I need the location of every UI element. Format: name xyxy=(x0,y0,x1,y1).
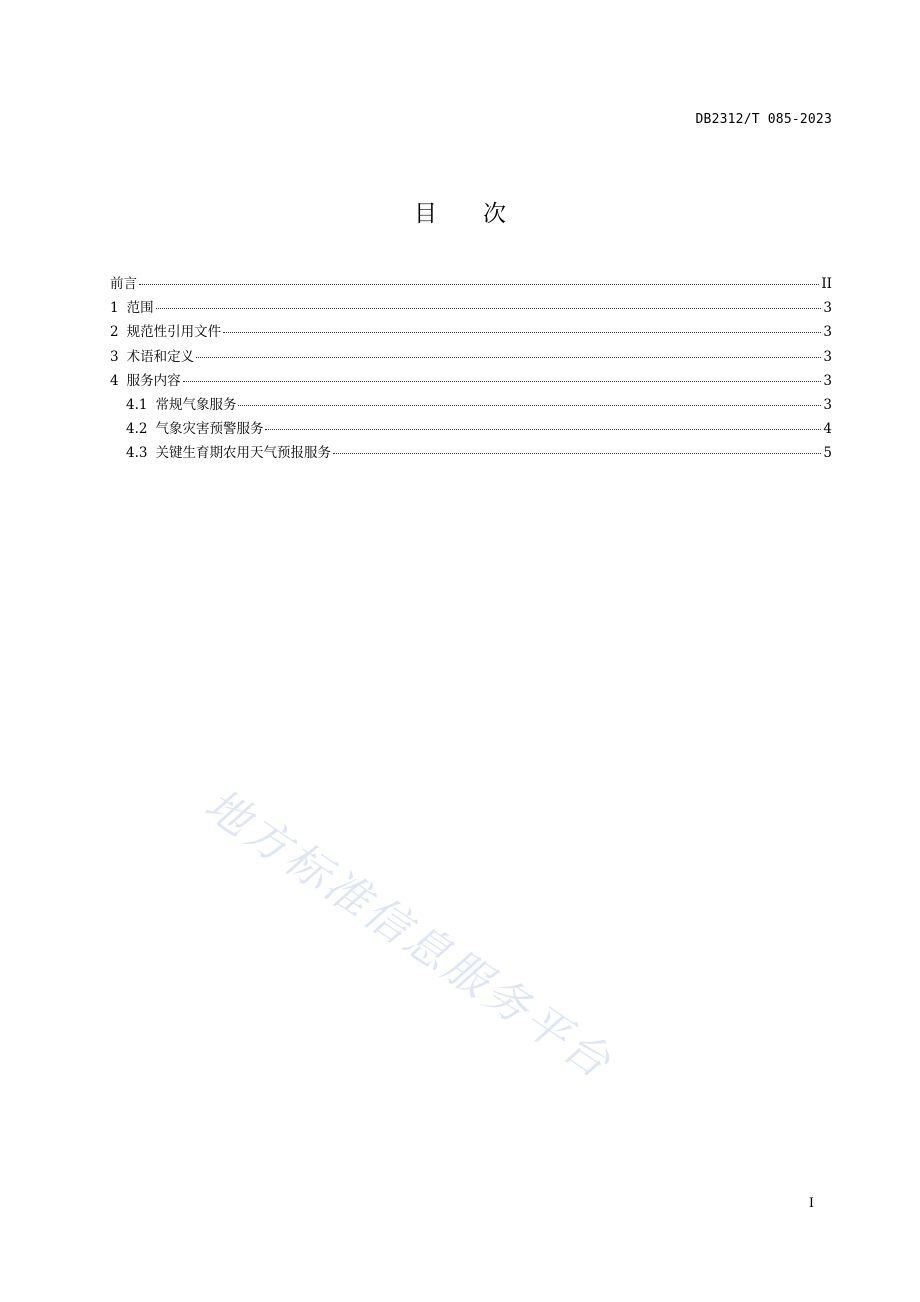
toc-entry-number: 4.2 xyxy=(126,421,148,438)
toc-entry-label: 服务内容 xyxy=(126,372,181,389)
toc-entry-number: 4.3 xyxy=(126,445,148,462)
dot-leader xyxy=(223,332,821,333)
toc-entry-page: 3 xyxy=(823,324,832,341)
toc-entry-regular-weather-service[interactable] xyxy=(110,393,832,417)
toc-entry-label: 前言 xyxy=(110,276,137,292)
toc-entry-number: 2 xyxy=(110,324,119,341)
watermark-text: 地方标准信息服务平台 xyxy=(195,779,622,1090)
document-code: DB2312/T 085-2023 xyxy=(695,112,832,127)
dot-leader xyxy=(333,453,821,454)
table-of-contents xyxy=(110,272,832,466)
toc-entry-disaster-warning-service[interactable] xyxy=(110,417,832,441)
toc-entry-service-content[interactable] xyxy=(110,369,832,393)
toc-entry-label: 常规气象服务 xyxy=(155,396,237,413)
toc-entry-page: 3 xyxy=(823,300,832,317)
toc-entry-terms-definitions[interactable] xyxy=(110,345,832,369)
toc-entry-label: 范围 xyxy=(126,300,154,317)
toc-entry-scope[interactable] xyxy=(110,296,832,320)
toc-entry-number: 1 xyxy=(110,300,119,317)
dot-leader xyxy=(156,308,822,309)
toc-entry-foreword[interactable] xyxy=(110,272,832,296)
toc-entry-page: 3 xyxy=(823,372,832,389)
toc-entry-label: 术语和定义 xyxy=(126,348,195,365)
dot-leader xyxy=(196,357,821,358)
dot-leader xyxy=(139,284,819,285)
toc-entry-page: II xyxy=(821,276,832,292)
toc-title: 目次 xyxy=(414,201,552,227)
page-number: I xyxy=(808,1196,814,1211)
toc-entry-label: 关键生育期农用天气预报服务 xyxy=(155,445,331,462)
toc-entry-page: 3 xyxy=(823,348,832,365)
toc-entry-agricultural-forecast-service[interactable] xyxy=(110,441,832,465)
toc-entry-normative-references[interactable] xyxy=(110,320,832,344)
toc-entry-number: 4 xyxy=(110,372,119,389)
toc-entry-page: 3 xyxy=(823,396,832,413)
dot-leader xyxy=(183,381,822,382)
toc-entry-page: 5 xyxy=(823,445,832,462)
toc-entry-label: 气象灾害预警服务 xyxy=(155,421,264,438)
toc-entry-number: 4.1 xyxy=(126,396,148,413)
toc-entry-number: 3 xyxy=(110,348,119,365)
toc-entry-label: 规范性引用文件 xyxy=(126,324,222,341)
toc-entry-page: 4 xyxy=(823,421,832,438)
dot-leader xyxy=(265,429,821,430)
dot-leader xyxy=(238,405,821,406)
